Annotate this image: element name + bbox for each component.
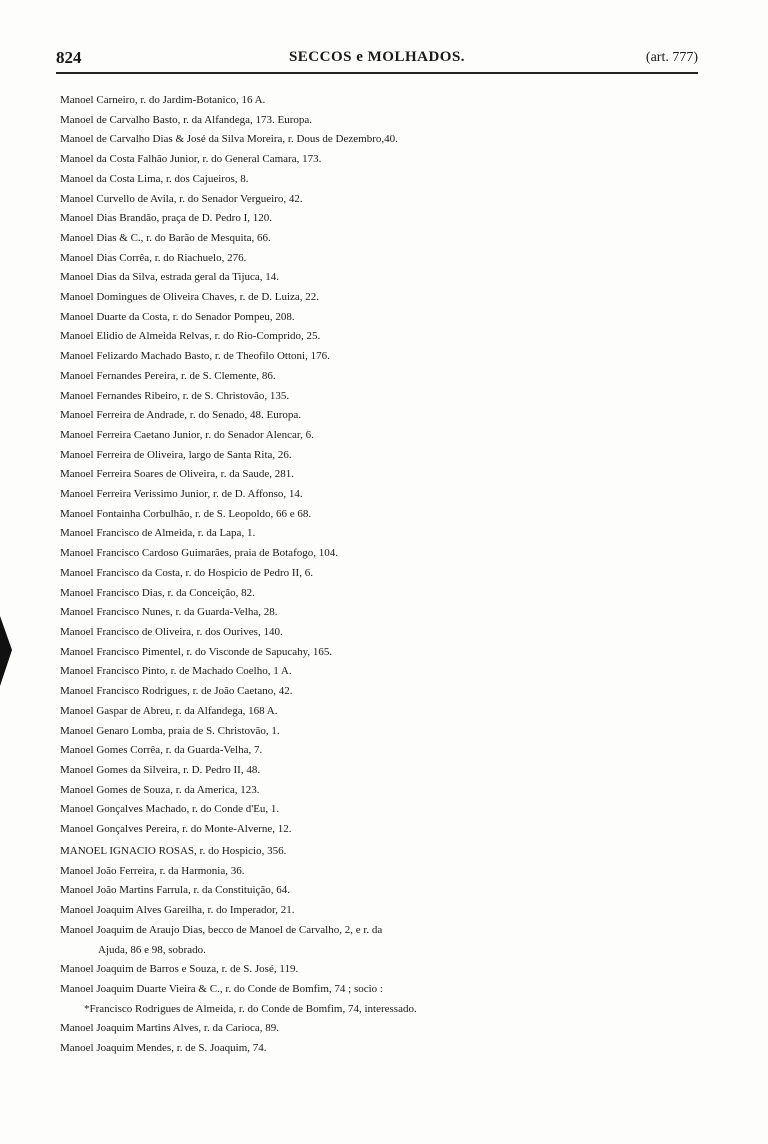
entry-line: Manoel de Carvalho Basto, r. da Alfandega, 173. Europa.	[60, 113, 313, 126]
page-number: 824	[56, 48, 82, 67]
entry-line: Manoel Joaquim Alves Gareilha, r. do Imperador, 21.	[60, 904, 295, 917]
entry-line: Manoel Curvello de Avila, r. do Senador Vergueiro, 42.	[60, 192, 303, 205]
entry-line: Manoel Ferreira Caetano Junior, r. do Senador Alencar, 6.	[60, 428, 314, 441]
entry-line-highlighted: MANOEL IGNACIO ROSAS, r. do Hospicio, 356.	[60, 844, 287, 857]
entry-line: Manoel Dias Corrêa, r. do Riachuelo, 276.	[60, 251, 247, 264]
entry-line: Manoel João Martins Farrula, r. da Constituição, 64.	[60, 884, 291, 897]
article-reference: (art. 777)	[645, 50, 698, 65]
binding-shadow	[0, 616, 12, 686]
entry-line: Manoel Domingues de Oliveira Chaves, r. de D. Luiza, 22.	[60, 291, 320, 304]
entry-line: Manoel Ferreira Verissimo Junior, r. de D. Affonso, 14.	[60, 488, 303, 501]
entry-line: Manoel Joaquim Martins Alves, r. da Carioca, 89.	[60, 1022, 280, 1035]
entry-line: Manoel Francisco Pimentel, r. do Visconde de Sapucahy, 165.	[60, 645, 333, 658]
entry-line: Manoel Gonçalves Machado, r. do Conde d'Eu, 1.	[60, 803, 280, 816]
entry-line: Manoel João Ferreira, r. da Harmonia, 36.	[60, 864, 245, 877]
entry-line: Manoel Francisco Rodrigues, r. de João Caetano, 42.	[60, 685, 293, 698]
header-rule	[56, 72, 698, 74]
entry-line: Manoel Gonçalves Pereira, r. do Monte-Alverne, 12.	[60, 823, 292, 836]
entry-line: Manoel Francisco Pinto, r. de Machado Coelho, 1 A.	[60, 665, 292, 678]
entry-line: Manoel Felizardo Machado Basto, r. de Theofilo Ottoni, 176.	[60, 350, 330, 363]
page-header	[56, 48, 698, 74]
entry-line: Manoel da Costa Falhão Junior, r. do General Camara, 173.	[60, 153, 322, 166]
entry-line: Manoel Gomes da Silveira, r. D. Pedro II, 48.	[60, 763, 261, 776]
entry-line: Manoel Gaspar de Abreu, r. da Alfandega, 168 A.	[60, 704, 278, 717]
section-title: SECCOS e MOLHADOS.	[288, 49, 466, 65]
entry-partner-line: *Francisco Rodrigues de Almeida, r. do Conde de Bomfim, 74, interessado.	[84, 1002, 417, 1015]
entry-list	[60, 91, 705, 1059]
entry-line: Manoel de Carvalho Dias & José da Silva Moreira, r. Dous de Dezembro,40.	[60, 133, 398, 146]
entry-line: Manoel Joaquim de Barros e Souza, r. de S. José, 119.	[60, 963, 299, 976]
entry-line: Manoel Francisco de Oliveira, r. dos Ourives, 140.	[60, 625, 283, 638]
entry-line: Manoel Genaro Lomba, praia de S. Christovão, 1.	[60, 724, 280, 737]
entry-line: Manoel Francisco da Costa, r. do Hospicio de Pedro II, 6.	[60, 566, 313, 579]
entry-line: Manoel Dias Brandão, praça de D. Pedro I, 120.	[60, 212, 272, 225]
entry-line: Manoel Joaquim Mendes, r. de S. Joaquim, 74.	[60, 1042, 267, 1055]
entry-line: Manoel Elidio de Almeida Relvas, r. do Rio-Comprido, 25.	[60, 330, 321, 343]
entry-line: Manoel Fernandes Ribeiro, r. de S. Christovão, 135.	[60, 389, 290, 402]
entry-line: Manoel Joaquim de Araujo Dias, becco de Manoel de Carvalho, 2, e r. da	[60, 923, 383, 936]
entry-line: Manoel da Costa Lima, r. dos Cajueiros, 8.	[60, 172, 249, 185]
entry-line: Manoel Fontainha Corbulhão, r. de S. Leopoldo, 66 e 68.	[60, 507, 312, 520]
entry-line: Manoel Francisco Dias, r. da Conceição, 82.	[60, 586, 255, 599]
entry-line: Manoel Ferreira Soares de Oliveira, r. da Saude, 281.	[60, 468, 294, 481]
entry-continuation-line: Ajuda, 86 e 98, sobrado.	[98, 943, 206, 956]
entry-line: Manoel Joaquim Duarte Vieira & C., r. do Conde de Bomfim, 74 ; socio :	[60, 982, 383, 995]
entry-line: Manoel Francisco Nunes, r. da Guarda-Velha, 28.	[60, 606, 278, 619]
entry-line: Manoel Fernandes Pereira, r. de S. Clemente, 86.	[60, 369, 276, 382]
entry-line: Manoel Dias da Silva, estrada geral da Tijuca, 14.	[60, 271, 280, 284]
entry-line: Manoel Gomes de Souza, r. da America, 123.	[60, 783, 260, 796]
entry-line: Manoel Dias & C., r. do Barão de Mesquita, 66.	[60, 231, 271, 244]
entry-line: Manoel Ferreira de Oliveira, largo de Santa Rita, 26.	[60, 448, 292, 461]
entry-line: Manoel Carneiro, r. do Jardim-Botanico, 16 A.	[60, 94, 266, 106]
entry-line: Manoel Francisco de Almeida, r. da Lapa, 1.	[60, 527, 256, 540]
entry-line: Manoel Gomes Corrêa, r. da Guarda-Velha, 7.	[60, 744, 263, 757]
entry-line: Manoel Francisco Cardoso Guimarães, praia de Botafogo, 104.	[60, 547, 338, 560]
entry-line: Manoel Ferreira de Andrade, r. do Senado, 48. Europa.	[60, 409, 302, 422]
entry-line: Manoel Duarte da Costa, r. do Senador Pompeu, 208.	[60, 310, 295, 323]
